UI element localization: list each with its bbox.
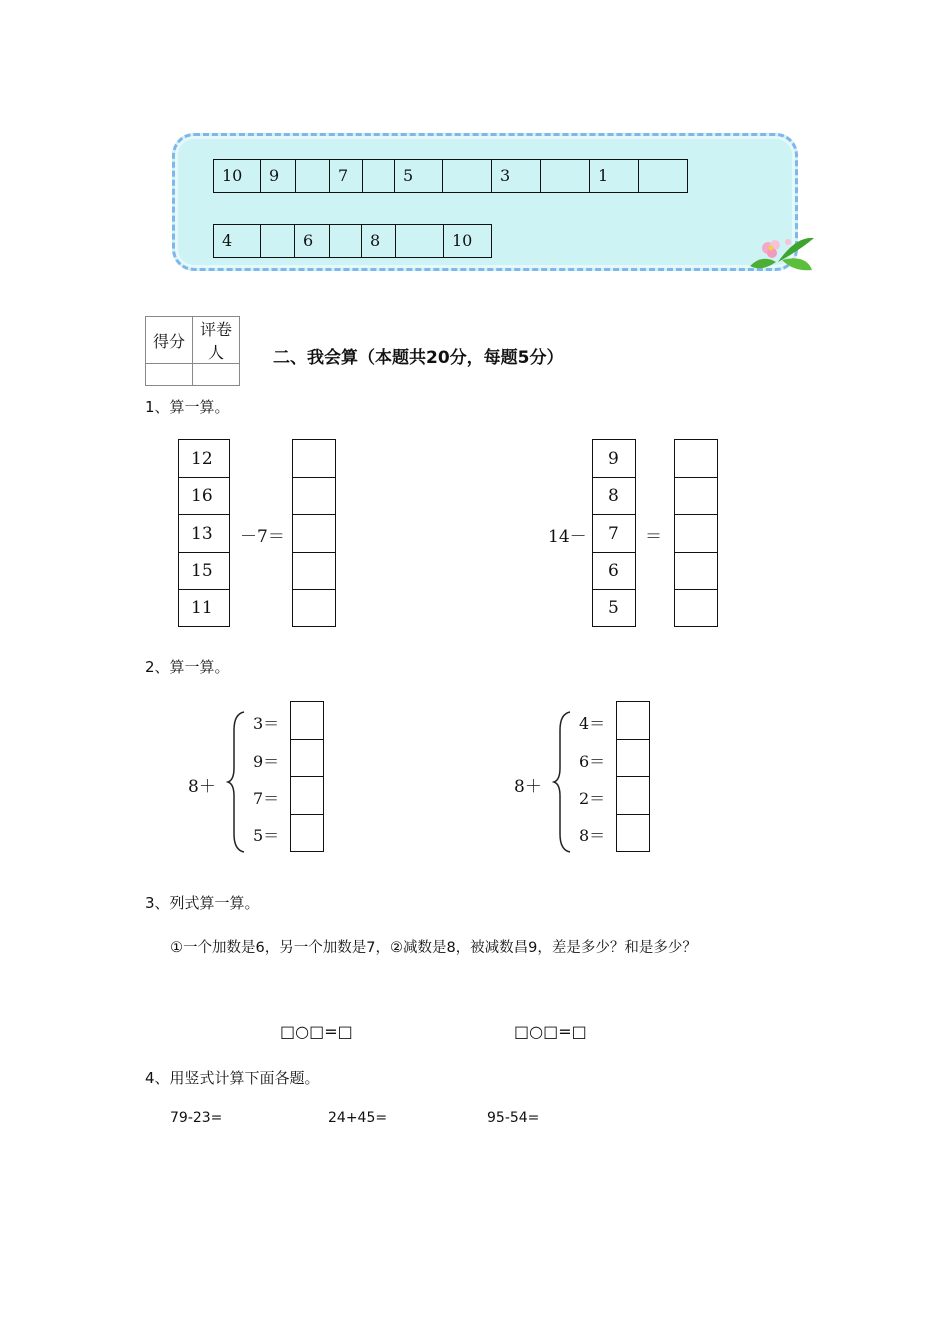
answer-box[interactable] — [675, 553, 717, 590]
question-1-label: 1、算一算。 — [145, 398, 230, 416]
number-cell: 7 — [593, 515, 635, 553]
number-cell: 13 — [179, 515, 229, 553]
number-cell: 8 — [593, 478, 635, 515]
number-cell: 5 — [593, 590, 635, 627]
q2-left-item: 7＝ — [253, 789, 280, 808]
q2-right-item: 2＝ — [579, 789, 606, 808]
answer-box[interactable] — [291, 740, 323, 777]
q2-left-item: 5＝ — [253, 826, 280, 845]
number-cell: 15 — [179, 553, 229, 590]
answer-box[interactable] — [675, 478, 717, 515]
sequence-cell[interactable]: 10 — [444, 225, 492, 257]
sequence-cell[interactable] — [330, 225, 362, 257]
number-cell: 11 — [179, 590, 229, 627]
sequence-cell[interactable]: 10 — [214, 160, 261, 192]
q1-right-answer-column — [674, 439, 718, 627]
answer-box[interactable] — [293, 478, 335, 515]
sequence-cell[interactable]: 7 — [330, 160, 363, 192]
q1-left-number-column — [178, 439, 230, 627]
sequence-row-1 — [213, 159, 688, 193]
vertical-calc-problem: 79-23= — [170, 1110, 223, 1126]
q2-left-item: 3＝ — [253, 714, 280, 733]
q2-right-item: 8＝ — [579, 826, 606, 845]
sequence-cell[interactable] — [639, 160, 688, 192]
sequence-cell[interactable] — [296, 160, 330, 192]
answer-box[interactable] — [617, 702, 649, 740]
answer-box[interactable] — [291, 815, 323, 852]
vertical-calc-problem: 24+45= — [328, 1110, 388, 1126]
answer-box[interactable] — [617, 740, 649, 777]
q1-right-prefix: 14－ — [548, 527, 587, 547]
q2-left-item: 9＝ — [253, 752, 280, 771]
sequence-cell[interactable] — [363, 160, 395, 192]
answer-box[interactable] — [675, 515, 717, 553]
number-cell: 12 — [179, 440, 229, 478]
question-3-label: 3、列式算一算。 — [145, 894, 260, 912]
number-cell: 6 — [593, 553, 635, 590]
sequence-cell[interactable]: 9 — [261, 160, 296, 192]
answer-box[interactable] — [675, 590, 717, 627]
number-cell: 9 — [593, 440, 635, 478]
q2-right-answer-column — [616, 701, 650, 852]
sequence-cell[interactable]: 5 — [395, 160, 443, 192]
answer-box[interactable] — [293, 440, 335, 478]
question-4-label: 4、用竖式计算下面各题。 — [145, 1069, 320, 1087]
grader-field[interactable] — [193, 364, 240, 386]
answer-box[interactable] — [293, 515, 335, 553]
sequence-row-2 — [213, 224, 492, 258]
answer-box[interactable] — [293, 553, 335, 590]
answer-box[interactable] — [291, 777, 323, 815]
sequence-cell[interactable]: 3 — [492, 160, 541, 192]
question-3-text: ①一个加数是6，另一个加数是7，②减数是8，被减数昌9，差是多少？和是多少？ — [170, 940, 697, 956]
q2-right-prefix: 8＋ — [514, 777, 542, 797]
answer-box[interactable] — [617, 815, 649, 852]
q1-left-operator: －7＝ — [240, 527, 285, 547]
q1-left-answer-column — [292, 439, 336, 627]
q1-right-number-column — [592, 439, 636, 627]
sequence-cell[interactable]: 8 — [362, 225, 396, 257]
sequence-cell[interactable] — [443, 160, 492, 192]
formula-template-1[interactable]: □○□=□ — [280, 1022, 353, 1041]
grader-header: 评卷人 — [193, 317, 240, 364]
number-cell: 16 — [179, 478, 229, 515]
sequence-cell[interactable] — [396, 225, 444, 257]
answer-box[interactable] — [617, 777, 649, 815]
vertical-calc-problem: 95-54= — [487, 1110, 540, 1126]
left-brace-icon — [226, 710, 246, 855]
q2-left-answer-column — [290, 701, 324, 852]
answer-box[interactable] — [675, 440, 717, 478]
section-title: 二、我会算（本题共20分，每题5分） — [273, 348, 564, 368]
question-2-label: 2、算一算。 — [145, 658, 230, 676]
q1-right-equals: ＝ — [645, 527, 662, 547]
flower-decoration-icon — [748, 232, 818, 274]
answer-box[interactable] — [293, 590, 335, 627]
q2-right-item: 6＝ — [579, 752, 606, 771]
answer-box[interactable] — [291, 702, 323, 740]
score-field[interactable] — [146, 364, 193, 386]
score-header: 得分 — [146, 317, 193, 364]
sequence-cell[interactable] — [541, 160, 590, 192]
sequence-cell[interactable] — [261, 225, 295, 257]
sequence-cell[interactable]: 6 — [295, 225, 330, 257]
formula-template-2[interactable]: □○□=□ — [514, 1022, 587, 1041]
sequence-cell[interactable]: 4 — [214, 225, 261, 257]
q2-right-item: 4＝ — [579, 714, 606, 733]
left-brace-icon — [552, 710, 572, 855]
q2-left-prefix: 8＋ — [188, 777, 216, 797]
score-table — [145, 316, 240, 386]
sequence-cell[interactable]: 1 — [590, 160, 639, 192]
